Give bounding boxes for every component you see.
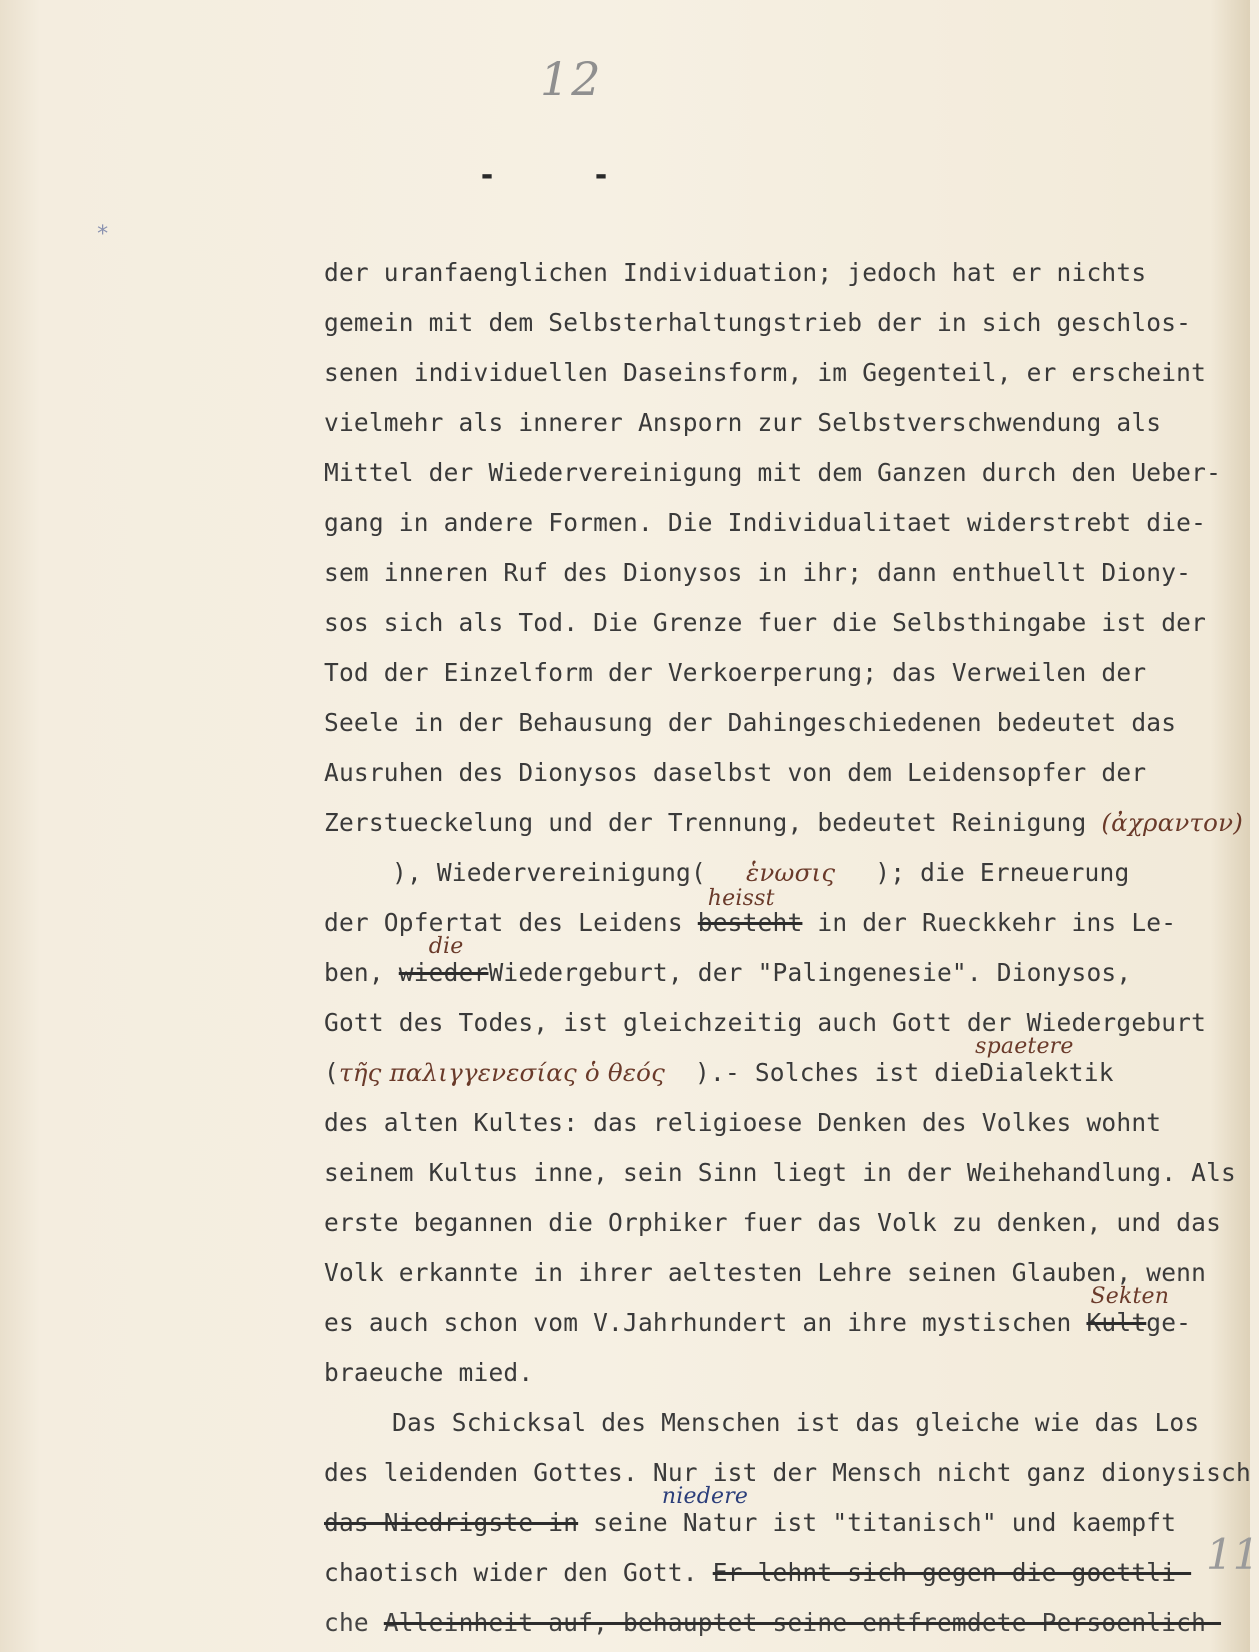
text-line (324, 1284, 1224, 1348)
text-fragment: seine (593, 1508, 668, 1537)
text-fragment: ge- (1146, 1308, 1192, 1337)
text-line: des alten Kultes: das religioese Denken des Volkes wohnt (324, 1108, 1162, 1137)
text-fragment: Zerstueckelung und der Trennung, bedeutet Reinigung (324, 808, 1087, 837)
header-dash-left: - (478, 158, 497, 193)
text-fragment: ); die Erneuerung (875, 858, 1130, 887)
text-fragment: Dialektik (979, 1058, 1114, 1087)
text-fragment: ), Wiedervereinigung( (392, 858, 706, 887)
text-fragment: es auch schon vom V.Jahrhundert an ihre mystischen (324, 1308, 1072, 1337)
text-line: gemein mit dem Selbsterhaltungstrieb der in sich geschlos- (324, 308, 1192, 337)
greek-annotation: (ἀχραντον) (1101, 808, 1243, 837)
margin-number: 11 (1206, 1530, 1259, 1579)
struck-text: das Niedrigste in (324, 1508, 579, 1537)
handwritten-insertion: die (428, 934, 464, 959)
struck-text: wieder (398, 958, 489, 987)
text-line: Gott des Todes, ist gleichzeitig auch Gott der Wiedergeburt (324, 1008, 1207, 1037)
greek-annotation: τῆς παλιγγενεσίας ὁ θεός (338, 1058, 666, 1087)
text-line: Das Schicksal des Menschen ist das gleiche wie das Los (392, 1408, 1200, 1437)
text-line: Mittel der Wiedervereinigung mit dem Ganzen durch den Ueber- (324, 458, 1222, 487)
struck-text: Er lehnt sich gegen die goettli- (712, 1558, 1192, 1587)
text-line (324, 798, 1243, 848)
handwritten-insertion: spaetere (975, 1034, 1074, 1059)
text-line (324, 1484, 1224, 1548)
text-line: Tod der Einzelform der Verkoerperung; das Verweilen der (324, 658, 1147, 687)
text-fragment: Natur ist "titanisch" und kaempft (682, 1508, 1177, 1537)
text-fragment: ben, (324, 958, 384, 987)
text-line: Ausruhen des Dionysos daselbst von dem Leidensopfer der (324, 758, 1147, 787)
text-line: gang in andere Formen. Die Individualitaet widerstrebt die- (324, 508, 1207, 537)
text-fragment: ).- Solches ist die (695, 1058, 980, 1087)
text-line: Seele in der Behausung der Dahingeschiedenen bedeutet das (324, 708, 1177, 737)
text-fragment: Wiedergeburt, der "Palingenesie". Dionysos, (488, 958, 1132, 987)
struck-text: Kult (1086, 1308, 1147, 1337)
text-fragment: ( (324, 1058, 339, 1087)
text-line (324, 934, 1224, 998)
header-dash-right: - (592, 158, 611, 193)
text-fragment: in der Rueckkehr ins Le- (817, 908, 1177, 937)
text-line (324, 1034, 1224, 1098)
handwritten-insertion: niedere (661, 1484, 749, 1509)
text-fragment: che (324, 1608, 369, 1637)
text-line: sos sich als Tod. Die Grenze fuer die Selbsthingabe ist der (324, 608, 1207, 637)
text-line: erste begannen die Orphiker fuer das Volk zu denken, und das (324, 1208, 1222, 1237)
text-line: des leidenden Gottes. Nur ist der Mensch nicht ganz dionysisch (324, 1458, 1251, 1487)
text-fragment: der Opfertat des Leidens (324, 908, 683, 937)
text-line: vielmehr als innerer Ansporn zur Selbstverschwendung als (324, 408, 1162, 437)
text-line: braeuche mied. (324, 1358, 534, 1387)
struck-text: besteht (697, 908, 803, 937)
handwritten-insertion: heisst (707, 886, 775, 911)
handwritten-insertion: Sekten (1090, 1284, 1170, 1309)
text-line: der uranfaenglichen Individuation; jedoch hat er nichts (324, 258, 1147, 287)
text-line: sem inneren Ruf des Dionysos in ihr; dann enthuellt Diony- (324, 558, 1192, 587)
text-line (324, 1548, 1224, 1598)
margin-mark: * (96, 222, 110, 247)
text-line: senen individuellen Daseinsform, im Gegenteil, er erscheint (324, 358, 1207, 387)
struck-text: Alleinheit auf, behauptet seine entfremdete Persoenlich- (383, 1608, 1222, 1637)
text-fragment: chaotisch wider den Gott. (324, 1558, 698, 1587)
text-line: seinem Kultus inne, sein Sinn liegt in der Weihehandlung. Als (324, 1158, 1236, 1187)
page-number: 12 (540, 52, 603, 106)
text-line (324, 1598, 1224, 1648)
greek-annotation: ἑνωσις (745, 858, 836, 887)
text-line: Volk erkannte in ihrer aeltesten Lehre seinen Glauben, wenn (324, 1258, 1207, 1287)
